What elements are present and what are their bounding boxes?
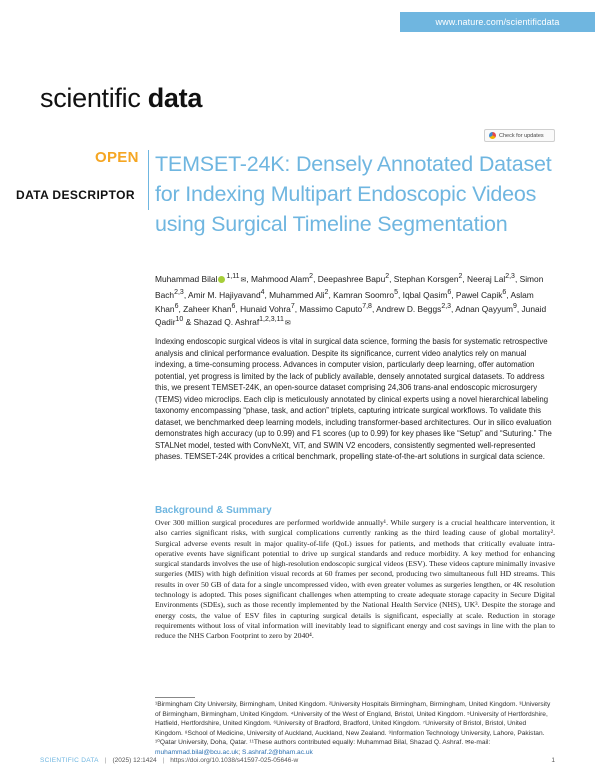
envelope-icon[interactable]: ✉: [240, 276, 247, 284]
author-affiliation-ref: 7,8: [362, 302, 372, 310]
author-affiliation-ref: 2,3: [174, 288, 184, 296]
author-name[interactable]: , Simon Bach: [155, 273, 544, 300]
crossmark-icon: [489, 132, 496, 139]
author-affiliation-ref: 2: [458, 273, 463, 280]
affiliations-text: ¹Birmingham City University, Birmingham, United Kingdom. ²University Hospitals Birmingham, Birmingham, United Kingdom. ³University of Birmingham, Birmingham, United Kingdom. ⁴University of the West of England, Bristol, United Kingdom. ⁵University of Hertfordshire, Hatfield, Hertfordshire, United Kingdom. ⁶University of Bradford, Bradford, United Kingdom. ⁷University of Bristol, Bristol, United Kingdom. ⁸School of Medicine, University of Auckland, Auckland, New Zealand. ⁹Information Technology University, Lahore, Pakistan. ¹⁰Qatar University, Doha, Qatar. ¹¹These authors contributed equally: Muhammad Bilal, Shazad Q. Ashraf. ✉e-mail:: [155, 701, 551, 747]
logo-light-text: scientific: [40, 83, 141, 113]
author-affiliation-ref: 4: [260, 288, 265, 296]
email-joiner: ;: [238, 748, 242, 756]
author-name[interactable]: , Aslam Khan: [155, 289, 534, 314]
title-divider: [148, 150, 149, 210]
author-name[interactable]: , Pawel Capik: [451, 289, 503, 300]
page-number: 1: [551, 757, 555, 764]
footer-citation: (2025) 12:1424: [112, 757, 157, 764]
author-name[interactable]: , Andrew D. Beggs: [371, 303, 442, 314]
author-name[interactable]: , Amir M. Hajiyavand: [183, 289, 261, 300]
author-affiliation-ref: 2: [309, 273, 314, 280]
author-name[interactable]: , Neeraj Lal: [462, 273, 506, 284]
journal-url-banner[interactable]: www.nature.com/scientificdata: [400, 12, 595, 32]
footer-separator: |: [162, 757, 165, 764]
author-name[interactable]: Muhammad Bilal: [155, 273, 218, 284]
check-updates-label: Check for updates: [499, 132, 544, 139]
author-affiliation-ref: 6: [502, 288, 507, 296]
author-affiliation-ref: 9: [512, 302, 517, 310]
author-affiliation-ref: 1,11: [226, 273, 240, 280]
author-list: [155, 271, 560, 330]
background-body: Over 300 million surgical procedures are performed worldwide annually¹. While surgery is a crucial healthcare intervention, it also carries significant risks, with surgical complications currently ranking as the third leading cause of global mortality². Surgical adverse events result in major quality-of-life (QoL) issues for patients, and methods that critically evaluate intra-operative events have significant potential to drive up surgical standards and reduce morbidity. A key method for enhancing surgical standards involves the use of high-resolution endoscopic surgical videos (ESV). These videos capture minimally invasive surgeries (MIS) with high definition visual records at 60 frames per second, producing two simultaneous full HD streams. This results in over 50 GB of data for a single uncompressed video, with even greater volumes as surgeries lengthen, or 4K resolution technology is adopted. This poses significant challenges when attempting to create adequate storage capacity in Secure Digital Environments (SDEs), such as those recently implemented by the National Health Service (NHS), UK³. Despite the storage and energy costs, the value of ESV files in capturing surgical details is significant, especially at scale. Reduction in storage requirements without loss of vital information will inevitably lead to significant energy and cost savings in line with the plan to reduce the NHS Carbon Footprint to zero by 2040⁴.: [155, 518, 555, 641]
footer-journal-name: SCIENTIFIC DATA: [40, 757, 99, 764]
author-name[interactable]: , Stephan Korsgen: [389, 273, 459, 284]
author-name[interactable]: , Hunaid Vohra: [235, 303, 291, 314]
author-affiliation-ref: 5: [394, 288, 398, 296]
page-footer: [40, 757, 555, 764]
abstract: Indexing endoscopic surgical videos is vital in surgical data science, forming the basis for systematic retrospective analysis and clinical performance evaluation. Despite its significance, current video analytics rely on manual indexing, a time-consuming process. Advances in computer vision, particularly deep learning, offer automation potential, yet progress is limited by the lack of publicly available, densely annotated surgical datasets. To address this, we present TEMSET-24K, an open-source dataset comprising 24,306 trans-anal endoscopic microsurgery (TEMS) video microclips. Each clip is meticulously annotated by clinical experts using a novel hierarchical labeling taxonomy encompassing “phase, task, and action” triplets, capturing intricate surgical workflows. To validate this dataset, we benchmarked deep learning models, including transformer-based architectures. Our in silico evaluation demonstrates high accuracy (up to 0.99) and F1 scores (up to 0.99) for key phases like “Setup” and “Suturing.” The STALNet model, tested with ConvNeXt, ViT, and SWIN V2 encoders, consistently segmented well-represented phases. TEMSET-24K provides a critical benchmark, propelling state-of-the-art solutions in surgical data science.: [155, 337, 552, 461]
email-link-ashraf[interactable]: S.ashraf.2@bham.ac.uk: [241, 748, 313, 756]
affiliation-divider: [155, 697, 195, 698]
author-affiliation-ref: 6: [447, 288, 452, 296]
author-affiliation-ref: 10: [175, 316, 184, 324]
author-name[interactable]: , Kamran Soomro: [328, 289, 395, 300]
footer-doi-link[interactable]: https://doi.org/10.1038/s41597-025-05646-w: [170, 757, 299, 764]
author-affiliation-ref: 2: [385, 273, 390, 280]
author-name[interactable]: , Adnan Qayyum: [451, 303, 513, 314]
author-name[interactable]: , Massimo Caputo: [294, 303, 363, 314]
affiliations: [155, 700, 555, 758]
article-title: TEMSET-24K: Densely Annotated Dataset for Indexing Multipart Endoscopic Videos using Surgical Timeline Segmentation: [155, 152, 552, 236]
author-name[interactable]: , Zaheer Khan: [178, 303, 232, 314]
journal-logo[interactable]: [40, 83, 202, 114]
author-affiliation-ref: 6: [231, 302, 236, 310]
author-name[interactable]: , Iqbal Qasim: [397, 289, 448, 300]
author-affiliation-ref: 2,3: [505, 273, 515, 280]
footer-separator: |: [104, 757, 107, 764]
author-affiliation-ref: 2,3: [441, 302, 452, 310]
author-affiliation-ref: 1,2,3,11: [259, 316, 284, 324]
article-type-label: DATA DESCRIPTOR: [16, 188, 135, 202]
open-access-label: OPEN: [95, 149, 139, 166]
envelope-icon[interactable]: ✉: [284, 320, 291, 328]
author-affiliation-ref: 7: [290, 302, 295, 310]
author-name[interactable]: , Junaid Qadir: [155, 303, 547, 328]
orcid-icon[interactable]: [218, 276, 225, 283]
section-heading-background: Background & Summary: [155, 505, 272, 516]
author-affiliation-ref: 2: [324, 288, 329, 296]
author-affiliation-ref: 6: [174, 302, 179, 310]
logo-bold-text: data: [147, 83, 203, 113]
email-link-bilal[interactable]: muhammad.bilal@bcu.ac.uk: [155, 748, 239, 756]
author-name[interactable]: , Mahmood Alam: [246, 273, 310, 284]
author-name[interactable]: , Muhammed Ali: [264, 289, 325, 300]
author-name[interactable]: & Shazad Q. Ashraf: [183, 317, 260, 328]
check-for-updates-button[interactable]: [484, 129, 555, 142]
author-name[interactable]: , Deepashree Bapu: [313, 273, 386, 284]
